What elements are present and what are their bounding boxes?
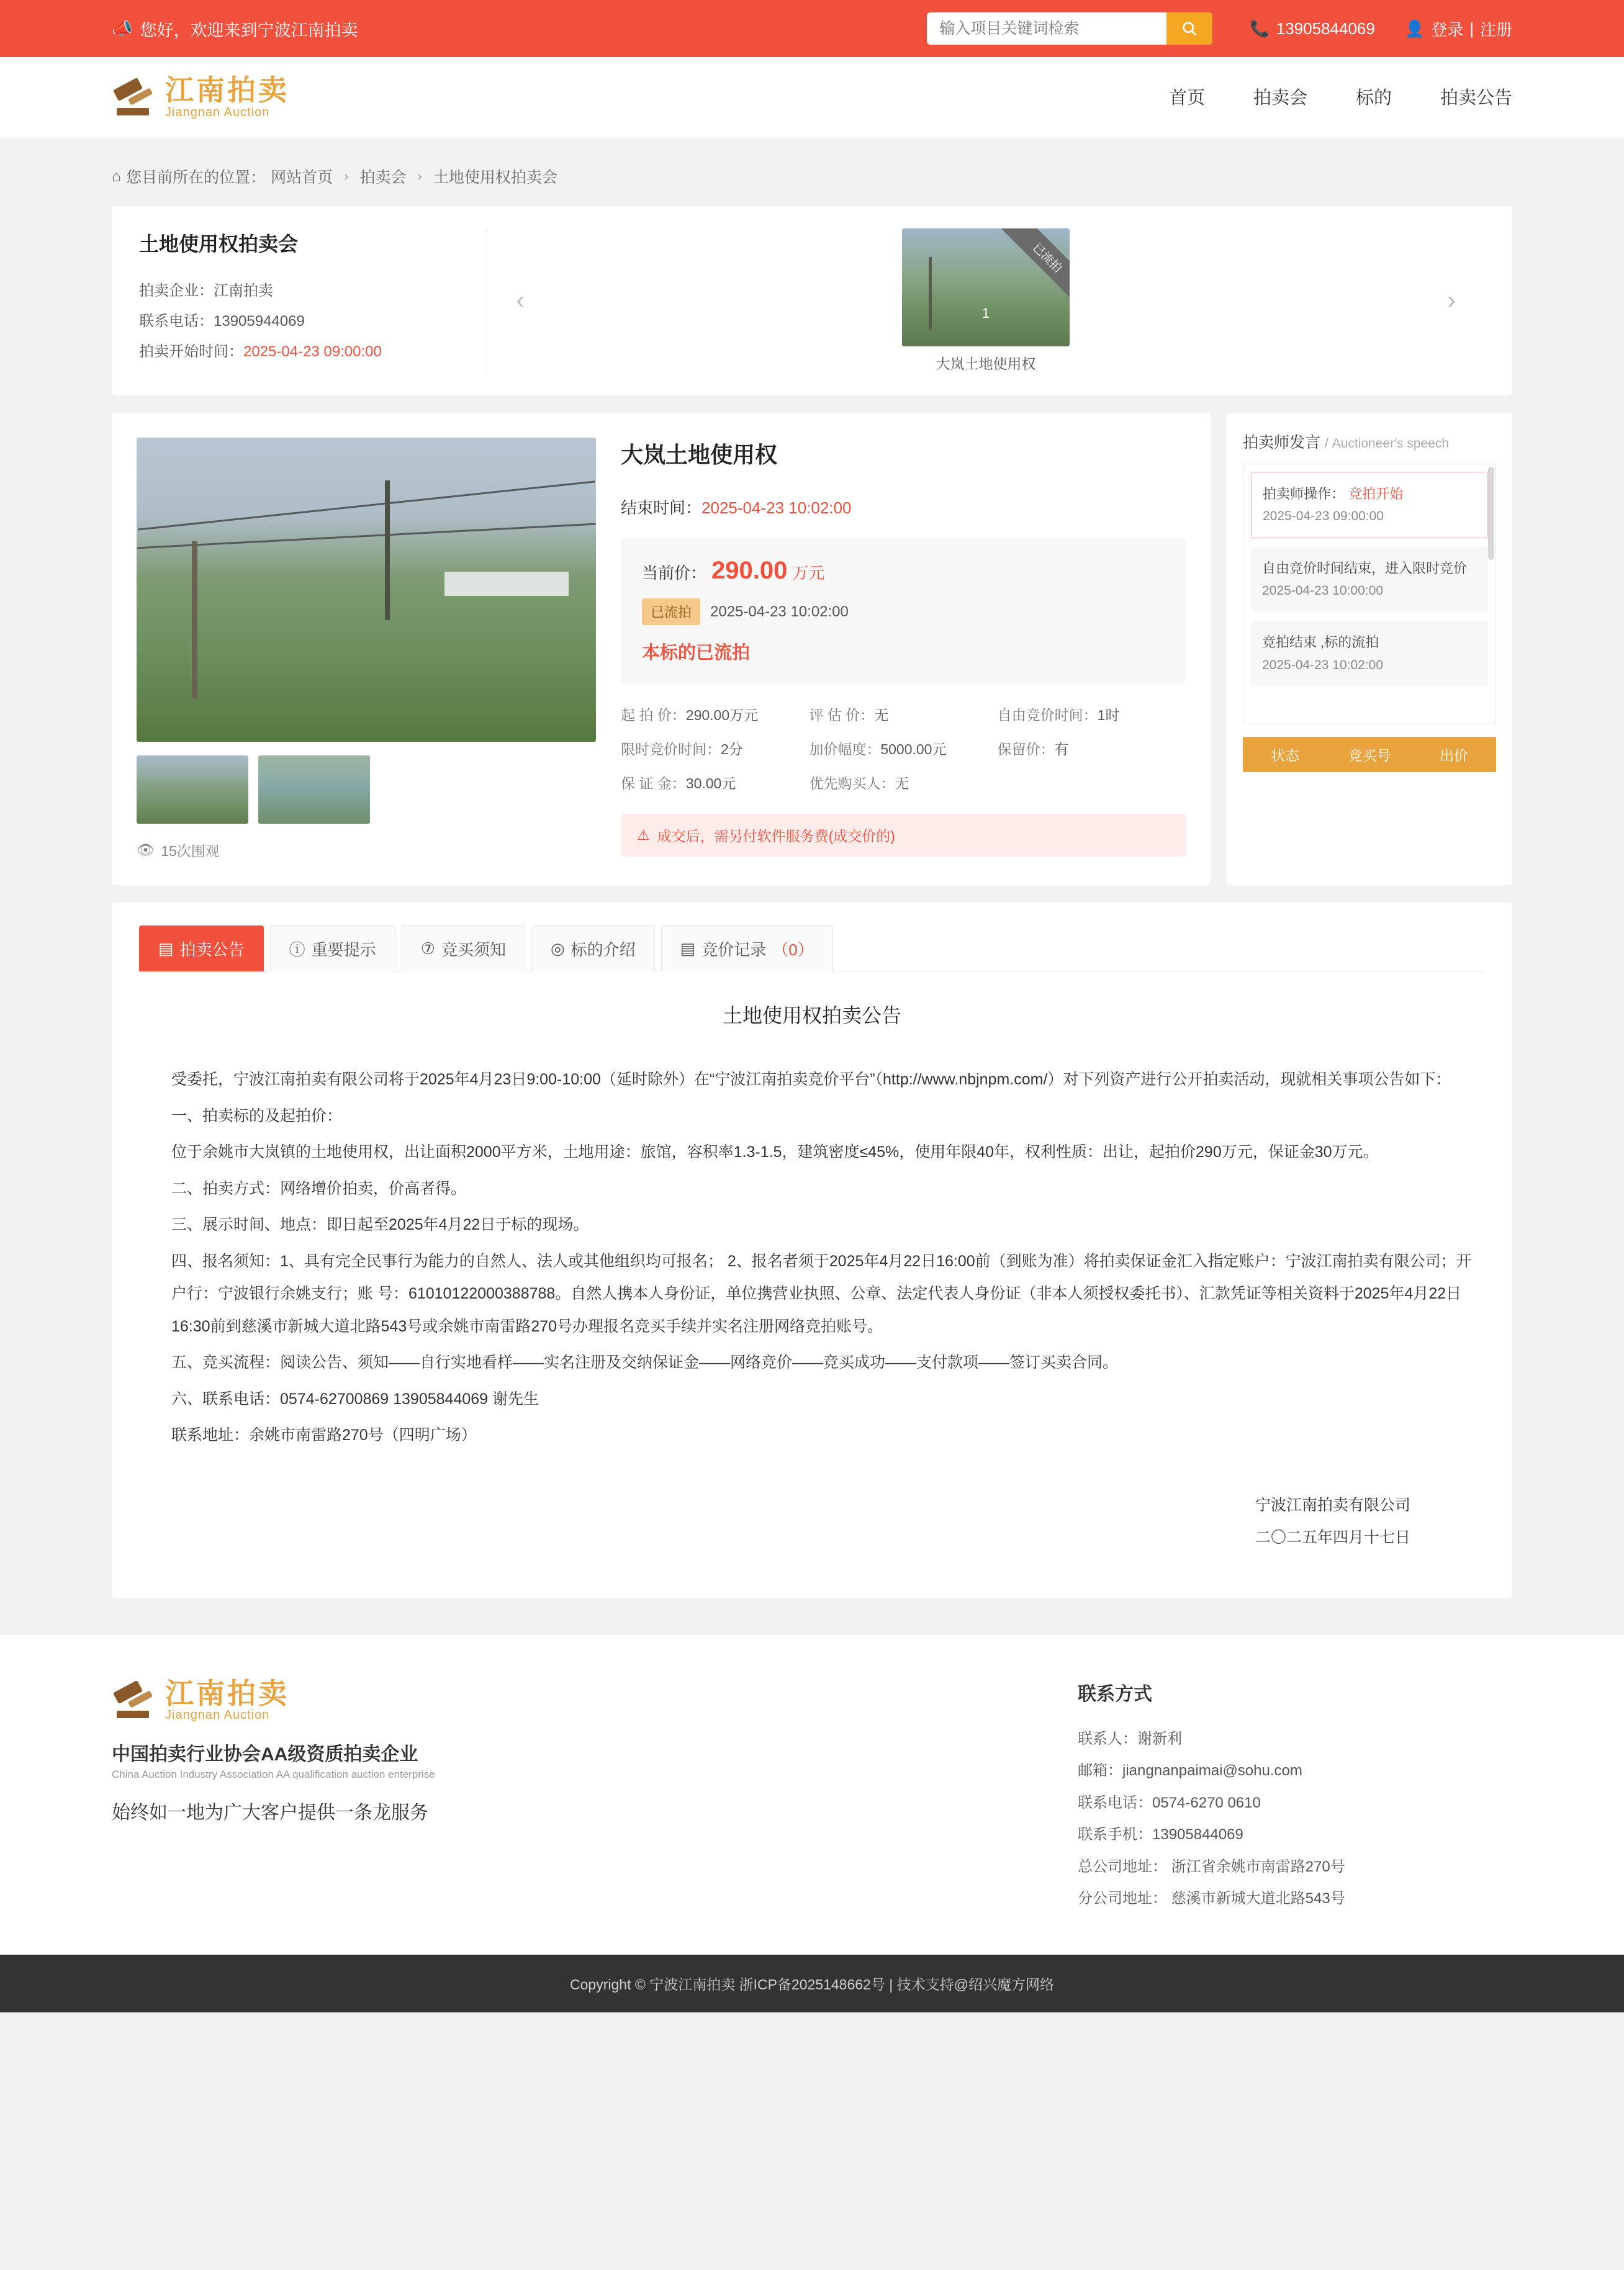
spec-key-4: 加价幅度：: [809, 741, 881, 757]
footer-contact-line: 邮箱：jiangnanpaimai@sohu.com: [1078, 1762, 1302, 1780]
footer-contact-line: 联系电话：0574-6270 0610: [1078, 1794, 1261, 1811]
register-link[interactable]: 注册: [1479, 20, 1512, 39]
spec-value-0: 290.00万元: [685, 707, 759, 723]
bid-col-status: 状态: [1271, 747, 1299, 763]
footer-contact-line: 总公司地址： 浙江省余姚市南雷路270号: [1078, 1858, 1345, 1875]
current-price-row: [642, 557, 1165, 585]
announcement-paragraph-1: 一、拍卖标的及起拍价：: [171, 1107, 343, 1125]
target-icon: ◎: [550, 939, 565, 958]
speech-item-text: 竞拍结束 ,标的流拍: [1262, 634, 1379, 651]
tab-bid-records-label: 竞价记录: [701, 940, 767, 959]
footer-contact-line: 联系人：谢新利: [1078, 1730, 1182, 1747]
welcome-block: [112, 17, 358, 41]
user-icon: 👤: [1404, 19, 1425, 38]
session-company-value: 江南拍卖: [214, 282, 273, 299]
lot-status-ribbon-text: 已流拍: [1001, 228, 1070, 297]
footer-logo: [112, 1678, 546, 1723]
carousel-next-button[interactable]: ›: [1447, 287, 1456, 314]
question-icon: ⑦: [420, 939, 435, 958]
auctioneer-speech-panel: [1227, 413, 1512, 885]
speech-item-time: 2025-04-23 09:00:00: [1263, 509, 1384, 524]
lot-thumb-item[interactable]: [902, 228, 1070, 373]
breadcrumb-item-home[interactable]: 网站首页: [271, 169, 333, 186]
footer-brand-cn: 江南拍卖: [165, 1677, 289, 1709]
gavel-icon: [112, 1681, 155, 1719]
spec-item-8: [998, 772, 1186, 793]
nav-item-lots[interactable]: 标的: [1355, 88, 1392, 108]
doc-icon: ▤: [158, 939, 174, 958]
speech-item-time: 2025-04-23 10:00:00: [1262, 583, 1383, 598]
status-row: [642, 598, 1165, 625]
session-company-label: 拍卖企业：: [139, 282, 214, 299]
lot-main-photo[interactable]: [137, 438, 596, 742]
status-time: 2025-04-23 10:02:00: [710, 603, 849, 620]
lot-end-time-label: 结束时间：: [621, 498, 702, 517]
current-price-unit: 万元: [792, 564, 825, 582]
footer-logo-text: [165, 1678, 289, 1723]
phone-icon: 📞: [1250, 19, 1270, 38]
speech-item-text: [1263, 482, 1476, 505]
session-info: [139, 228, 487, 373]
top-bar: [0, 0, 1624, 57]
spec-key-7: 优先购买人：: [809, 775, 895, 791]
content-tabs-panel: [112, 903, 1512, 1598]
search-box[interactable]: [927, 12, 1212, 45]
carousel-prev-button[interactable]: ‹: [516, 287, 525, 314]
spec-key-0: 起 拍 价：: [621, 707, 686, 723]
content-tabs: [139, 925, 1485, 971]
lot-spec-grid: [621, 704, 1186, 793]
announcement-paragraph-0: 受委托，宁波江南拍卖有限公司将于2025年4月23日9:00-10:00（延时除外）在“宁波江南拍卖竞价平台”（http://www.nbjnpm.com/）对下列资产进行公开拍卖活动，现就相关事项公告如下：: [171, 1071, 1451, 1088]
lot-end-time-value: 2025-04-23 10:02:00: [701, 498, 852, 517]
account-block[interactable]: [1405, 17, 1512, 40]
spec-item-5: [998, 738, 1186, 759]
megaphone-icon: 📣: [112, 19, 133, 38]
breadcrumb-wrap: [0, 138, 1624, 187]
gavel-icon: [112, 78, 155, 117]
session-tel-value: 13905944069: [214, 313, 305, 330]
account-divider: |: [1469, 19, 1474, 38]
list-icon: ▤: [680, 939, 696, 958]
speech-list[interactable]: [1243, 464, 1496, 724]
tab-lot-introduction[interactable]: [531, 926, 655, 971]
tab-announcement-label: 拍卖公告: [179, 940, 245, 959]
logo-text: [165, 75, 289, 119]
tab-announcement[interactable]: [139, 926, 264, 971]
announcement-sign-date: 二〇二五年四月十七日: [1255, 1529, 1410, 1546]
speech-item: [1251, 621, 1488, 686]
breadcrumb-sep-2: ›: [417, 168, 422, 184]
spec-value-1: 无: [874, 707, 889, 723]
tab-important-notice-label: 重要提示: [311, 940, 376, 959]
announcement-signature: [139, 1489, 1485, 1554]
home-icon: ⌂: [112, 167, 122, 185]
tab-bidder-instructions[interactable]: [402, 926, 525, 971]
bid-record-header: [1243, 737, 1496, 772]
view-count-row: [137, 840, 596, 860]
lot-photo-thumb-1[interactable]: [137, 755, 248, 824]
announcement-title: 土地使用权拍卖公告: [722, 1004, 901, 1027]
spec-value-7: 无: [895, 775, 909, 791]
tab-bid-records-count: （0）: [772, 940, 814, 959]
lot-thumb-list: [535, 228, 1437, 373]
footer-brand-en: Jiangnan Auction: [165, 1708, 270, 1722]
spec-key-6: 保 证 金：: [621, 775, 686, 791]
bid-col-price: 出价: [1440, 747, 1468, 763]
search-icon: [1181, 20, 1198, 37]
lot-thumb-index: 1: [981, 305, 990, 321]
detail-row: [112, 413, 1512, 885]
lot-info: [621, 438, 1186, 860]
lot-status-ribbon: [1001, 228, 1070, 297]
info-icon: ⓘ: [289, 940, 305, 959]
speech-item-time: 2025-04-23 10:02:00: [1262, 657, 1383, 672]
price-box: [621, 538, 1186, 683]
tab-lot-introduction-label: 标的介绍: [571, 940, 636, 959]
session-start-row: [139, 336, 467, 367]
announcement-paragraph-5: 四、报名须知：1、具有完全民事行为能力的自然人、法人或其他组织均可报名； 2、报名者须于2025年4月22日16:00前（到账为准）将拍卖保证金汇入指定账户：宁波江南拍卖有限公司；开户行：宁波银行余姚支行；账 号：61010122000388788。自然人携本人身份证，单位携营业执照、公章、法定代表人身份证（非本人须授权委托书）、汇款凭证等相关资料于2025年4月22日16:30前到慈溪市新城大道北路543号或余姚市南雷路270号办理报名竞买手续并实名注册网络竞拍账号。: [171, 1252, 1472, 1335]
nav-item-home[interactable]: 首页: [1168, 88, 1205, 108]
breadcrumb-item-current: 土地使用权拍卖会: [433, 169, 557, 186]
session-tel-label: 联系电话：: [139, 313, 214, 330]
spec-item-0: [621, 704, 809, 724]
speech-item: [1251, 472, 1488, 538]
spec-key-2: 自由竞价时间：: [997, 707, 1098, 723]
session-card: [112, 206, 1512, 395]
lot-thumb-image: [902, 228, 1070, 346]
footer-contact: [1078, 1678, 1512, 1916]
lot-photo-thumb-2[interactable]: [258, 755, 370, 824]
nav-item-auctions[interactable]: 拍卖会: [1253, 88, 1307, 108]
footer-contact-line: 联系手机：13905844069: [1078, 1826, 1243, 1844]
footer-slogan: 始终如一地为广大客户提供一条龙服务: [112, 1802, 428, 1823]
breadcrumb: [112, 165, 1512, 187]
bid-col-bidder: 竞买号: [1348, 747, 1391, 763]
logo-name-cn: 江南拍卖: [165, 74, 289, 107]
logo-name-en: Jiangnan Auction: [165, 105, 270, 119]
login-link[interactable]: 登录: [1431, 20, 1464, 39]
speech-item-highlight: 竞拍开始: [1348, 486, 1404, 502]
spec-key-3: 限时竞价时间：: [621, 741, 721, 757]
footer-contact-title: 联系方式: [1078, 1683, 1152, 1705]
flow-message: 本标的已流拍: [642, 643, 751, 663]
main-nav: [1169, 84, 1512, 112]
spec-item-6: [621, 772, 809, 793]
announcement-paragraph-2: 位于余姚市大岚镇的土地使用权，出让面积2000平方米，土地用途：旅馆，容积率1.3-1.5，建筑密度≤45%，使用年限40年，权利性质：出让，起拍价290万元，保证金30万元。: [171, 1143, 1379, 1161]
footer-left: [112, 1678, 546, 1916]
spec-item-2: [998, 704, 1186, 724]
speech-title-en: / Auctioneer's speech: [1324, 436, 1450, 451]
lot-title: 大岚土地使用权: [621, 442, 778, 467]
footer-contact-line: 分公司地址： 慈溪市新城大道北路543号: [1078, 1890, 1345, 1907]
lot-thumb-caption: 大岚土地使用权: [936, 356, 1036, 372]
fee-note: [621, 814, 1186, 857]
nav-item-announcements[interactable]: 拍卖公告: [1440, 88, 1512, 108]
session-meta: [139, 276, 467, 367]
announcement-paragraph-3: 二、拍卖方式：网络增价拍卖，价高者得。: [171, 1179, 467, 1197]
warning-icon: ⚠: [637, 827, 650, 843]
speech-header: [1243, 430, 1496, 464]
spec-key-5: 保留价：: [997, 741, 1055, 757]
announcement-sign-company: 宁波江南拍卖有限公司: [1255, 1496, 1410, 1514]
spec-key-1: 评 估 价：: [809, 707, 875, 723]
announcement-paragraph-4: 三、展示时间、地点：即日起至2025年4月22日于标的现场。: [171, 1216, 589, 1233]
announcement-paragraph-7: 六、联系电话：0574-62700869 13905844069 谢先生: [171, 1390, 539, 1408]
phone-block: [1250, 19, 1374, 38]
welcome-text: 您好，欢迎来到宁波江南拍卖: [140, 20, 358, 40]
copyright-bar: Copyright © 宁波江南拍卖 浙ICP备2025148662号 | 技术支持@绍兴魔方网络: [0, 1955, 1624, 2012]
search-button[interactable]: [1166, 12, 1212, 45]
view-count-text: 15次围观: [161, 843, 220, 859]
speech-item-text: 自由竞价时间结束，进入限时竞价: [1262, 561, 1468, 577]
spec-item-3: [621, 738, 809, 759]
speech-item-prefix: 拍卖师操作：: [1263, 486, 1345, 502]
phone-number: 13905844069: [1276, 19, 1375, 38]
lot-photo-thumbs: [137, 755, 596, 824]
announcement-paragraph-6: 五、竞买流程：阅读公告、须知——自行实地看样——实名注册及交纳保证金——网络竞价——竞买成功——支付款项——签订买卖合同。: [171, 1354, 1119, 1371]
spec-value-4: 5000.00元: [880, 741, 947, 757]
lot-detail-panel: [112, 413, 1211, 885]
eye-icon: 👁: [137, 842, 155, 858]
breadcrumb-prefix: 您目前所在的位置：: [126, 169, 266, 186]
announcement-paragraph-8: 联系地址：余姚市南雷路270号（四明广场）: [171, 1426, 477, 1444]
lot-gallery: [137, 438, 596, 860]
session-start-label: 拍卖开始时间：: [139, 343, 243, 361]
speech-item: [1251, 547, 1488, 612]
spec-item-7: [809, 772, 997, 793]
footer-qualification-cn: 中国拍卖行业协会AA级资质拍卖企业: [112, 1744, 418, 1765]
announcement-body: [139, 1063, 1485, 1452]
spec-value-6: 30.00元: [685, 775, 736, 791]
site-logo[interactable]: [112, 75, 289, 119]
session-start-value: 2025-04-23 09:00:00: [243, 343, 382, 361]
current-price-value: 290.00: [711, 557, 788, 584]
footer-qualification-en: China Auction Industry Association AA qualification auction enterprise: [112, 1768, 435, 1780]
tab-bid-records[interactable]: [661, 926, 833, 971]
speech-scrollbar[interactable]: [1488, 467, 1494, 560]
session-company-row: [139, 276, 467, 306]
tab-important-notice[interactable]: [270, 926, 395, 971]
spec-item-4: [809, 738, 997, 759]
session-title: 土地使用权拍卖会: [139, 233, 299, 255]
speech-title: 拍卖师发言: [1243, 434, 1321, 451]
fee-note-text: 成交后，需另付软件服务费(成交价的): [657, 828, 895, 844]
tab-bidder-instructions-label: 竞买须知: [441, 940, 506, 959]
spec-item-1: [809, 704, 997, 724]
status-badge: 已流拍: [642, 598, 700, 625]
lot-end-time-row: [621, 495, 1186, 518]
site-header: [0, 57, 1624, 138]
spec-value-3: 2分: [721, 741, 743, 757]
session-lot-carousel: [487, 228, 1485, 373]
breadcrumb-item-auctions[interactable]: 拍卖会: [359, 169, 407, 186]
site-footer: [0, 1635, 1624, 1955]
session-tel-row: [139, 306, 467, 336]
current-price-label: 当前价：: [642, 564, 707, 582]
spec-value-5: 有: [1054, 741, 1069, 757]
spec-value-2: 1时: [1097, 707, 1120, 723]
search-input[interactable]: [927, 12, 1166, 45]
breadcrumb-sep-1: ›: [344, 168, 349, 184]
